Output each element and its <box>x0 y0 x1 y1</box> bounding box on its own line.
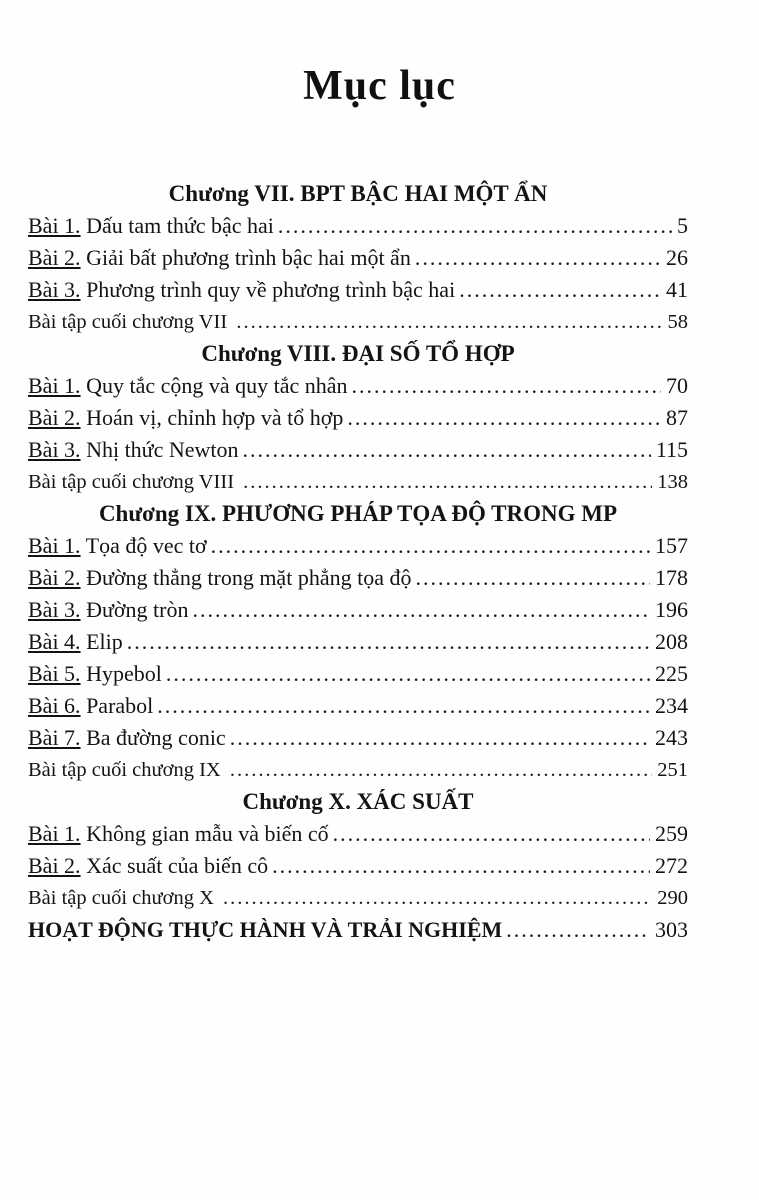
toc-entry <box>28 530 688 562</box>
toc-entry-final <box>28 914 688 946</box>
toc-entry-title: Hoán vị, chỉnh hợp và tổ hợp <box>80 405 344 430</box>
toc-entry-prefix: Bài 2. <box>28 565 81 590</box>
toc-entry-title: Bài tập cuối chương VIII <box>28 471 240 493</box>
toc-entry-title: Phương trình quy về phương trình bậc hai <box>80 277 456 302</box>
toc-entry <box>28 882 688 914</box>
table-of-contents <box>28 178 688 946</box>
toc-entry-page: 26 <box>666 245 688 270</box>
toc-entry-title: Ba đường conic <box>80 725 226 750</box>
toc-entry-prefix: Bài 1. <box>28 213 81 238</box>
chapter-heading: Chương VIII. ĐẠI SỐ TỔ HỢP <box>201 341 515 366</box>
toc-entry-page: 5 <box>677 213 688 238</box>
toc-entry-title: HOẠT ĐỘNG THỰC HÀNH VÀ TRẢI NGHIỆM <box>28 917 503 942</box>
toc-entry-prefix: Bài 1. <box>28 373 81 398</box>
toc-entry-page: 290 <box>657 887 688 909</box>
toc-entry-prefix: Bài 7. <box>28 725 81 750</box>
toc-entry <box>28 466 688 498</box>
toc-dot-leader <box>272 850 650 882</box>
toc-dot-leader <box>230 754 652 786</box>
toc-entry-title: Dấu tam thức bậc hai <box>80 213 274 238</box>
toc-entry-title: Elip <box>80 629 123 654</box>
toc-entry-page: 303 <box>655 917 688 942</box>
toc-entry <box>28 370 688 402</box>
toc-entry-title: Đường tròn <box>80 597 189 622</box>
toc-entry <box>28 818 688 850</box>
toc-dot-leader <box>243 434 651 466</box>
toc-entry-page: 115 <box>655 437 688 462</box>
toc-entry <box>28 562 688 594</box>
toc-dot-leader <box>333 818 650 850</box>
toc-dot-leader <box>352 370 661 402</box>
toc-dot-leader <box>415 562 650 594</box>
toc-entry-page: 251 <box>657 759 688 781</box>
toc-entry-page: 58 <box>667 311 688 333</box>
toc-entry <box>28 850 688 882</box>
toc-entry-page: 259 <box>655 821 688 846</box>
toc-entry <box>28 658 688 690</box>
toc-entry-prefix: Bài 6. <box>28 693 81 718</box>
toc-dot-leader <box>459 274 661 306</box>
toc-entry <box>28 434 688 466</box>
toc-entry-prefix: Bài 3. <box>28 437 81 462</box>
page-title: Mục lục <box>303 63 456 109</box>
toc-entry-prefix: Bài 4. <box>28 629 81 654</box>
toc-entry-title: Đường thẳng trong mặt phẳng tọa độ <box>80 565 412 590</box>
toc-entry-page: 178 <box>655 565 688 590</box>
toc-entry-title: Bài tập cuối chương IX <box>28 759 226 781</box>
toc-entry <box>28 210 688 242</box>
toc-entry-page: 243 <box>655 725 688 750</box>
toc-entry <box>28 306 688 338</box>
toc-entry-prefix: Bài 3. <box>28 597 81 622</box>
toc-dot-leader <box>236 306 662 338</box>
toc-entry <box>28 754 688 786</box>
toc-entry-prefix: Bài 2. <box>28 245 81 270</box>
chapter-heading: Chương X. XÁC SUẤT <box>242 789 474 814</box>
toc-entry-title: Hypebol <box>80 661 162 686</box>
toc-entry-page: 196 <box>655 597 688 622</box>
toc-entry <box>28 594 688 626</box>
toc-entry-page: 208 <box>655 629 688 654</box>
toc-entry-title: Bài tập cuối chương X <box>28 887 220 909</box>
toc-dot-leader <box>347 402 661 434</box>
toc-entry-page: 234 <box>655 693 688 718</box>
toc-entry-title: Không gian mẫu và biến cố <box>80 821 329 846</box>
toc-entry <box>28 722 688 754</box>
toc-entry-prefix: Bài 2. <box>28 853 81 878</box>
toc-dot-leader <box>127 626 650 658</box>
toc-dot-leader <box>192 594 650 626</box>
toc-entry-page: 272 <box>655 853 688 878</box>
toc-entry <box>28 274 688 306</box>
toc-entry-title: Parabol <box>80 693 154 718</box>
toc-entry-prefix: Bài 1. <box>28 533 81 558</box>
toc-entry-page: 70 <box>666 373 688 398</box>
toc-entry <box>28 402 688 434</box>
toc-entry-title: Bài tập cuối chương VII <box>28 311 233 333</box>
toc-entry <box>28 690 688 722</box>
toc-entry-title: Xác suất của biến cô <box>80 853 269 878</box>
toc-dot-leader <box>166 658 650 690</box>
chapter-heading: Chương VII. BPT BẬC HAI MỘT ẨN <box>168 181 548 206</box>
toc-dot-leader <box>415 242 661 274</box>
toc-entry-page: 41 <box>666 277 688 302</box>
toc-entry-page: 87 <box>666 405 688 430</box>
toc-entry-prefix: Bài 2. <box>28 405 81 430</box>
toc-dot-leader <box>506 914 650 946</box>
toc-dot-leader <box>230 722 650 754</box>
toc-entry-page: 225 <box>655 661 688 686</box>
toc-entry-title: Nhị thức Newton <box>80 437 239 462</box>
toc-dot-leader <box>157 690 650 722</box>
toc-entry <box>28 242 688 274</box>
toc-entry-prefix: Bài 5. <box>28 661 81 686</box>
toc-entry-title: Quy tắc cộng và quy tắc nhân <box>80 373 348 398</box>
toc-entry-title: Giải bất phương trình bậc hai một ẩn <box>80 245 411 270</box>
toc-entry-prefix: Bài 1. <box>28 821 81 846</box>
toc-dot-leader <box>211 530 650 562</box>
toc-entry-page: 138 <box>657 471 688 493</box>
toc-entry-title: Tọa độ vec tơ <box>80 533 207 558</box>
toc-entry-page: 157 <box>655 533 688 558</box>
toc-entry-prefix: Bài 3. <box>28 277 81 302</box>
toc-dot-leader <box>243 466 652 498</box>
toc-entry <box>28 626 688 658</box>
toc-dot-leader <box>223 882 652 914</box>
chapter-heading: Chương IX. PHƯƠNG PHÁP TỌA ĐỘ TRONG MP <box>98 501 618 526</box>
toc-dot-leader <box>278 210 672 242</box>
